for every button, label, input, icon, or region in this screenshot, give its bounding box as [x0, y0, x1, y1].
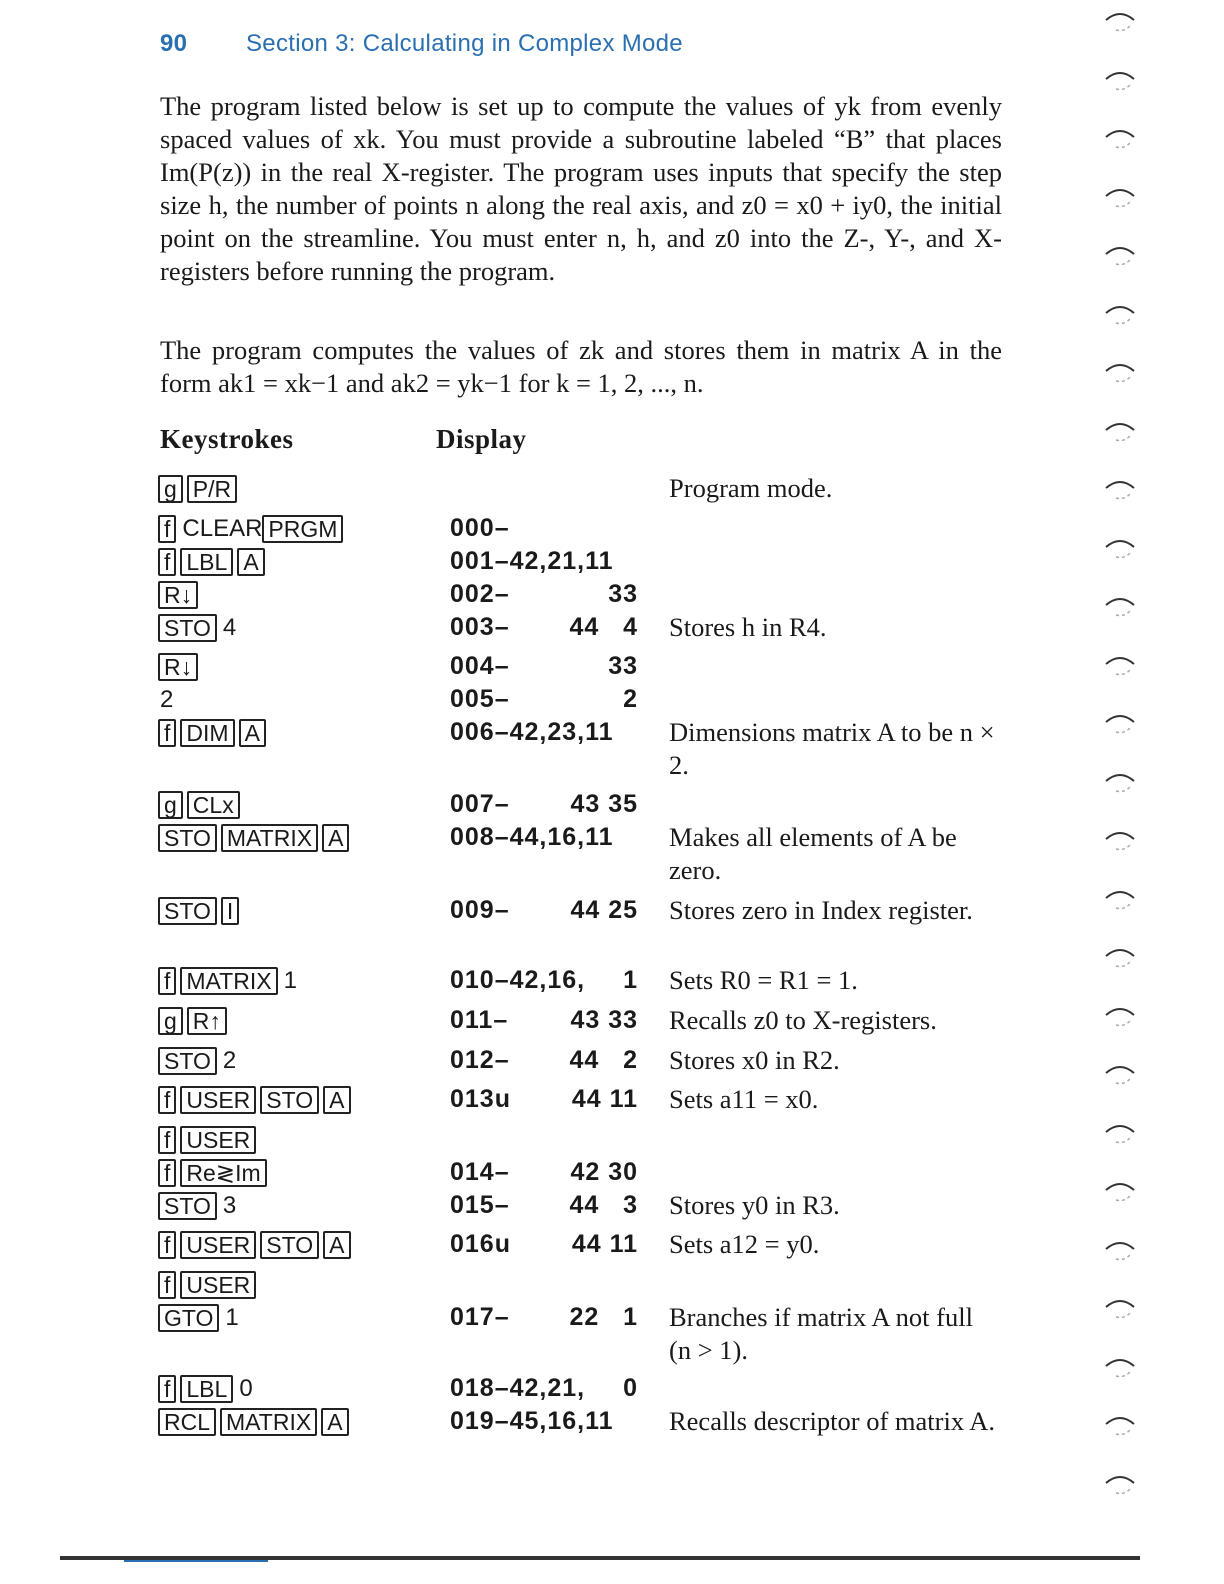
display-step: 018–42,21, [450, 1374, 586, 1402]
calculator-key: MATRIX [221, 824, 318, 852]
spiral-ring-icon [1102, 416, 1138, 444]
calculator-key: A [322, 824, 349, 852]
calculator-key: A [237, 548, 264, 576]
display-code [450, 1407, 642, 1435]
keystroke-text: 3 [222, 1191, 237, 1219]
display-step: 009– [450, 896, 510, 924]
step-comment: Dimensions matrix A to be n × 2. [669, 717, 995, 780]
spiral-ring-icon [1102, 182, 1138, 210]
spiral-ring-icon [1102, 825, 1138, 853]
bottom-rule-accent [124, 1560, 268, 1562]
spiral-ring-icon [1102, 591, 1138, 619]
display-step: 001–42,21,11 [450, 547, 614, 575]
intro-paragraph: The program listed below is set up to compute the values of yk from evenly spaced values of xk. You must provide a subroutine labeled “B” that places Im(P(z)) in the real X-register. The program uses inputs that specify the step size h, the number of points n along the real axis, and z0 = x0 + iy0, the initial point on the streamline. You must enter n, h, and z0 into the Z-, Y-, and X-registers before running the program. [160, 91, 1002, 286]
calculator-key: R↑ [187, 1007, 227, 1035]
calculator-key: STO [158, 824, 217, 852]
spiral-ring-icon [1102, 6, 1138, 34]
spiral-ring-icon [1102, 1352, 1138, 1380]
calculator-key: STO [260, 1231, 319, 1259]
keystroke-sequence [158, 1006, 231, 1035]
display-step: 016u [450, 1230, 511, 1258]
keystroke-text: 2 [160, 685, 174, 713]
step-comment: Stores h in R4. [669, 612, 827, 642]
display-code [450, 790, 642, 818]
display-keycode: 44 2 [569, 1046, 638, 1074]
calculator-key: f [158, 1126, 176, 1154]
calculator-key: LBL [180, 548, 233, 576]
display-code [450, 1125, 642, 1153]
calculator-key: STO [260, 1086, 319, 1114]
step-comment: Branches if matrix A not full (n > 1). [669, 1302, 973, 1365]
keystroke-sequence [158, 1303, 239, 1332]
calculator-key: f [158, 1159, 176, 1187]
keystroke-sequence [158, 1270, 260, 1299]
calculator-key: g [158, 475, 183, 503]
keystroke-sequence [158, 474, 241, 503]
keystroke-sequence [158, 514, 347, 543]
display-code [450, 1046, 642, 1074]
calculator-key: f [158, 1271, 176, 1299]
calculator-key: STO [158, 1047, 217, 1075]
display-code [450, 547, 642, 575]
step-comment: Program mode. [669, 473, 833, 503]
spiral-ring-icon [1102, 357, 1138, 385]
display-keycode: 22 1 [569, 1303, 638, 1331]
calculator-key: CLx [187, 791, 240, 819]
display-code [450, 613, 642, 641]
calculator-key: I [221, 897, 239, 925]
display-keycode: 33 [608, 580, 638, 608]
display-column-header: Display [436, 424, 527, 454]
keystroke-sequence [158, 718, 270, 747]
calculator-key: DIM [180, 719, 234, 747]
spiral-ring-icon [1102, 474, 1138, 502]
spiral-ring-icon [1102, 767, 1138, 795]
display-code [450, 1191, 642, 1219]
display-keycode: 0 [623, 1374, 638, 1402]
calculator-key: LBL [180, 1375, 233, 1403]
calculator-key: MATRIX [180, 967, 277, 995]
spiral-ring-icon [1102, 650, 1138, 678]
keystroke-sequence [158, 613, 236, 642]
spiral-ring-icon [1102, 533, 1138, 561]
display-step: 004– [450, 652, 510, 680]
calculator-key: STO [158, 897, 217, 925]
spiral-ring-icon [1102, 1118, 1138, 1146]
step-comment: Recalls descriptor of matrix A. [669, 1406, 996, 1436]
matrix-paragraph: The program computes the values of zk and stores them in matrix A in the form ak1 = xk−1 and ak2 = yk−1 for k = 1, 2, ..., n. [160, 335, 1002, 398]
spiral-ring-icon [1102, 1410, 1138, 1438]
display-code [450, 580, 642, 608]
calculator-key: g [158, 1007, 183, 1035]
keystroke-sequence [158, 966, 297, 995]
calculator-key: RCL [158, 1408, 216, 1436]
display-code [450, 652, 642, 680]
display-step: 011– [450, 1006, 509, 1034]
keystroke-sequence [158, 547, 269, 576]
calculator-key: A [239, 719, 266, 747]
keystroke-sequence [158, 823, 353, 852]
spiral-ring-icon [1102, 1235, 1138, 1263]
calculator-key: STO [158, 614, 217, 642]
step-comment: Stores zero in Index register. [669, 895, 973, 925]
display-code [450, 1270, 642, 1298]
display-code [450, 1006, 642, 1034]
display-code [450, 823, 642, 851]
calculator-key: Re≷Im [180, 1159, 266, 1187]
display-step: 005– [450, 685, 510, 713]
step-comment: Sets R0 = R1 = 1. [669, 965, 858, 995]
display-step: 010–42,16, [450, 966, 586, 994]
spiral-ring-icon [1102, 884, 1138, 912]
spiral-ring-icon [1102, 1001, 1138, 1029]
display-step: 019–45,16,11 [450, 1407, 614, 1435]
keystroke-sequence [158, 1407, 353, 1436]
display-keycode: 43 33 [570, 1006, 638, 1034]
display-step: 006–42,23,11 [450, 718, 614, 746]
page-number: 90 [160, 30, 188, 57]
display-keycode: 44 11 [571, 1230, 638, 1258]
calculator-key: A [323, 1086, 350, 1114]
display-code [450, 685, 642, 713]
display-code [450, 1158, 642, 1186]
display-step: 014– [450, 1158, 510, 1186]
display-keycode: 2 [623, 685, 638, 713]
keystroke-text: 1 [283, 966, 297, 994]
display-keycode: 44 11 [571, 1085, 638, 1113]
keystroke-sequence [158, 1374, 253, 1403]
keystroke-sequence [158, 1158, 271, 1187]
keystroke-text: 1 [225, 1303, 239, 1331]
keystroke-sequence [158, 1046, 236, 1075]
step-comment: Recalls z0 to X-registers. [669, 1005, 937, 1035]
display-step: 000– [450, 514, 510, 542]
display-code [450, 1230, 642, 1258]
calculator-key: A [323, 1231, 350, 1259]
spiral-ring-icon [1102, 299, 1138, 327]
display-code [450, 966, 642, 994]
step-comment: Makes all elements of A be zero. [669, 822, 957, 885]
keystroke-sequence [158, 1085, 355, 1114]
keystroke-sequence [158, 1125, 260, 1154]
keystroke-sequence [158, 580, 202, 609]
display-keycode: 44 25 [570, 896, 638, 924]
spiral-ring-icon [1102, 240, 1138, 268]
keystroke-text: 4 [222, 613, 237, 641]
keystroke-text: CLEAR [182, 514, 263, 542]
spiral-ring-icon [1102, 1176, 1138, 1204]
calculator-key: f [158, 1375, 176, 1403]
display-keycode: 42 30 [570, 1158, 638, 1186]
display-keycode: 33 [608, 652, 638, 680]
display-keycode: 43 35 [570, 790, 638, 818]
display-code [450, 514, 642, 542]
display-step: 012– [450, 1046, 510, 1074]
calculator-key: USER [180, 1086, 256, 1114]
display-code [450, 1374, 642, 1402]
display-keycode: 44 4 [569, 613, 638, 641]
calculator-key: USER [180, 1126, 256, 1154]
calculator-key: f [158, 515, 176, 543]
calculator-key: f [158, 967, 176, 995]
display-code [450, 474, 642, 502]
calculator-key: USER [180, 1271, 256, 1299]
calculator-key: g [158, 791, 183, 819]
keystroke-sequence [158, 896, 243, 925]
calculator-key: f [158, 548, 176, 576]
calculator-key: MATRIX [220, 1408, 317, 1436]
display-code [450, 718, 642, 746]
keystroke-sequence [158, 1230, 355, 1259]
spiral-ring-icon [1102, 708, 1138, 736]
keystroke-text: 2 [222, 1046, 237, 1074]
step-comment: Sets a12 = y0. [669, 1229, 820, 1259]
calculator-key: USER [180, 1231, 256, 1259]
calculator-key: f [158, 1086, 176, 1114]
calculator-key: PRGM [262, 515, 343, 543]
calculator-key: STO [158, 1192, 217, 1220]
display-keycode: 1 [623, 966, 638, 994]
keystrokes-column-header: Keystrokes [160, 424, 294, 454]
display-step: 008–44,16,11 [450, 823, 614, 851]
spiral-ring-icon [1102, 1469, 1138, 1497]
spiral-ring-icon [1102, 123, 1138, 151]
display-step: 017– [450, 1303, 510, 1331]
section-title: Section 3: Calculating in Complex Mode [246, 30, 683, 57]
spiral-ring-icon [1102, 1293, 1138, 1321]
keystroke-sequence [158, 652, 202, 681]
spiral-ring-icon [1102, 65, 1138, 93]
spiral-ring-icon [1102, 1059, 1138, 1087]
display-step: 002– [450, 580, 510, 608]
calculator-key: f [158, 1231, 176, 1259]
keystroke-sequence [158, 1191, 236, 1220]
spiral-ring-icon [1102, 942, 1138, 970]
keystroke-sequence [158, 685, 173, 714]
display-code [450, 1085, 642, 1113]
page-header [160, 30, 683, 58]
calculator-key: P/R [187, 475, 237, 503]
calculator-key: GTO [158, 1304, 219, 1332]
calculator-key: A [321, 1408, 348, 1436]
step-comment: Stores y0 in R3. [669, 1190, 840, 1220]
display-step: 003– [450, 613, 510, 641]
calculator-key: R↓ [158, 653, 198, 681]
display-keycode: 44 3 [569, 1191, 638, 1219]
calculator-key: f [158, 719, 176, 747]
step-comment: Sets a11 = x0. [669, 1084, 819, 1114]
display-step: 007– [450, 790, 510, 818]
display-step: 013u [450, 1085, 511, 1113]
keystroke-text: 0 [239, 1374, 253, 1402]
display-step: 015– [450, 1191, 510, 1219]
display-code [450, 1303, 642, 1331]
calculator-key: R↓ [158, 581, 198, 609]
display-code [450, 896, 642, 924]
step-comment: Stores x0 in R2. [669, 1045, 840, 1075]
keystroke-sequence [158, 790, 244, 819]
